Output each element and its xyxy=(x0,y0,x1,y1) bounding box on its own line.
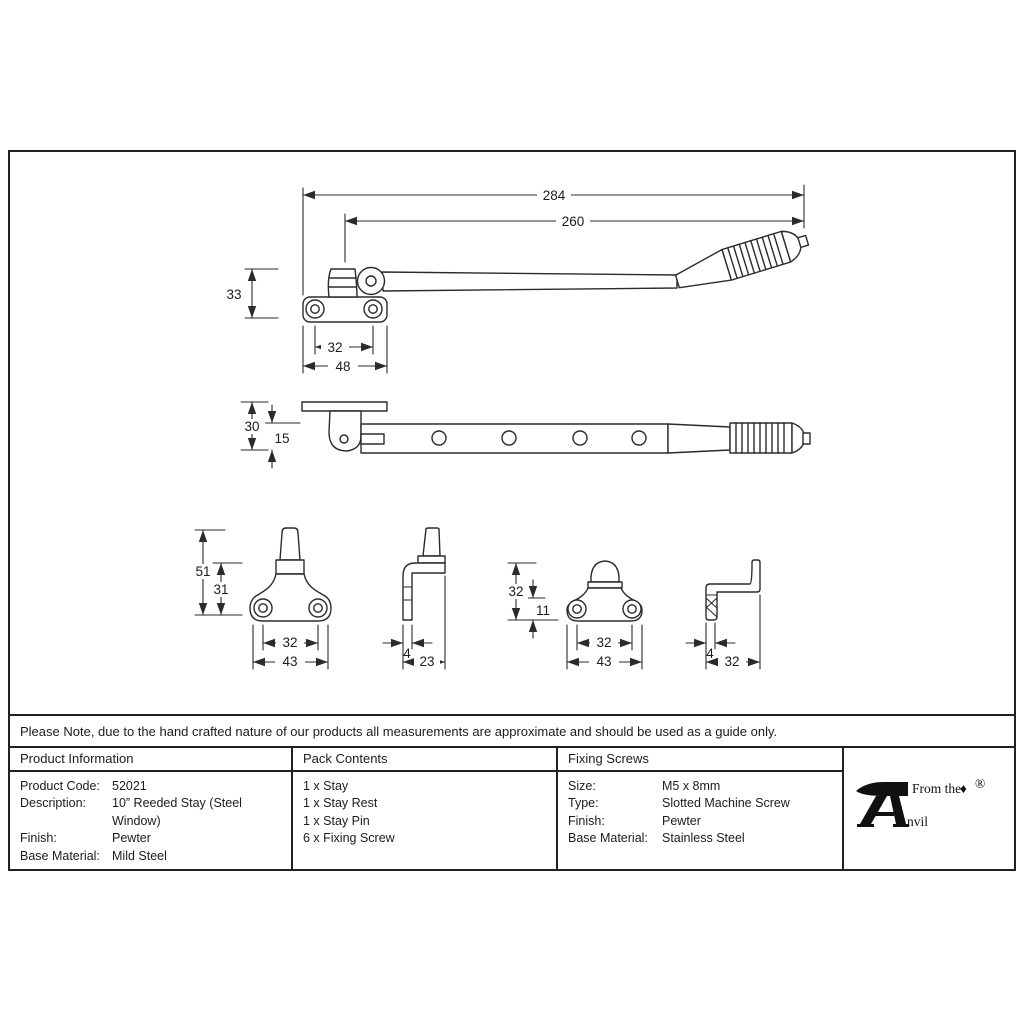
dim-pin-hole-spacing: 32 xyxy=(282,635,298,650)
logo-registered-mark: ® xyxy=(975,778,986,791)
row-label: Description: xyxy=(20,796,86,811)
pack-item: 6 x Fixing Screw xyxy=(303,831,395,846)
product-information-header: Product Information xyxy=(10,748,291,772)
row-value: Slotted Machine Screw xyxy=(662,796,790,811)
pack-item: 1 x Stay Pin xyxy=(303,813,370,828)
dim-rest-base-height: 11 xyxy=(535,603,551,618)
stay-pin-front-drawing xyxy=(191,528,331,669)
logo-diamond-icon: ♦ xyxy=(960,780,967,796)
reeded-handle-top xyxy=(672,225,811,295)
table-row xyxy=(20,795,291,830)
dim-hole-spacing-top: 32 xyxy=(327,340,343,355)
brand-logo-cell xyxy=(844,748,1014,871)
anvil-a-glyph xyxy=(856,782,909,827)
row-value: Stainless Steel xyxy=(662,831,745,846)
fixing-screws-header: Fixing Screws xyxy=(558,748,842,772)
row-value: Pewter xyxy=(112,831,151,846)
row-label: Product Code: xyxy=(20,779,100,793)
logo-prefix-text: From the xyxy=(912,780,962,796)
dim-pin-base-width: 43 xyxy=(282,654,298,669)
row-label: Finish: xyxy=(568,813,605,828)
logo-name-text: nvil xyxy=(907,813,929,829)
dim-plate-height: 33 xyxy=(226,287,242,302)
fixing-screws-column xyxy=(558,748,844,871)
product-information-column xyxy=(10,748,293,871)
from-the-anvil-logo xyxy=(854,779,1004,841)
measurement-note-text: Please Note, due to the hand crafted nature of our products all measurements are approximate and should be used as a guide only. xyxy=(20,723,778,739)
row-label: Finish: xyxy=(20,831,57,846)
dim-bracket-height: 30 xyxy=(244,419,260,434)
pack-item: 1 x Stay Rest xyxy=(303,796,378,811)
measurement-note xyxy=(10,714,1014,746)
spec-sheet-frame xyxy=(8,150,1016,871)
dim-pin-thickness: 4 xyxy=(403,646,411,661)
pack-contents-header: Pack Contents xyxy=(293,748,556,772)
table-row xyxy=(20,778,291,795)
dim-rest-side-thickness: 4 xyxy=(706,646,714,661)
row-value: 52021 xyxy=(112,779,147,793)
dim-rest-hole-spacing: 32 xyxy=(596,635,612,650)
dim-rest-side-depth: 32 xyxy=(724,654,740,669)
dim-plate-width: 48 xyxy=(335,359,351,374)
dim-pin-depth: 23 xyxy=(419,654,435,669)
table-row xyxy=(568,778,842,795)
dim-pin-total-height: 51 xyxy=(195,564,211,579)
spec-table xyxy=(10,746,1014,871)
dim-pin-body-height: 31 xyxy=(213,582,229,597)
stay-side-view-drawing xyxy=(240,402,810,468)
stay-pin-side-drawing xyxy=(383,528,445,669)
stay-rest-side-drawing xyxy=(686,560,760,669)
dim-arm-length: 260 xyxy=(561,214,585,229)
row-value: 10” Reeded Stay (Steel Window) xyxy=(112,796,242,828)
pack-item: 1 x Stay xyxy=(303,779,349,793)
table-row xyxy=(20,830,291,847)
dim-arm-offset: 15 xyxy=(274,431,290,446)
row-value: Mild Steel xyxy=(112,848,167,863)
row-label: Type: xyxy=(568,796,599,811)
table-row xyxy=(568,830,842,847)
dim-rest-total-height: 32 xyxy=(508,584,524,599)
dim-rest-base-width: 43 xyxy=(596,654,612,669)
row-label: Base Material: xyxy=(568,831,648,846)
table-row xyxy=(568,795,842,812)
row-value: M5 x 8mm xyxy=(662,779,721,793)
technical-drawing-svg xyxy=(10,152,1014,714)
pack-contents-column xyxy=(293,748,558,871)
reeded-handle-side xyxy=(668,423,810,453)
row-value: Pewter xyxy=(662,813,701,828)
table-row xyxy=(20,848,291,865)
row-label: Base Material: xyxy=(20,848,100,863)
dim-overall-length: 284 xyxy=(542,188,566,203)
row-label: Size: xyxy=(568,779,596,793)
stay-rest-front-drawing xyxy=(504,561,642,669)
table-row xyxy=(568,813,842,830)
stay-top-view-drawing xyxy=(226,185,811,374)
technical-drawing-area xyxy=(10,152,1014,714)
